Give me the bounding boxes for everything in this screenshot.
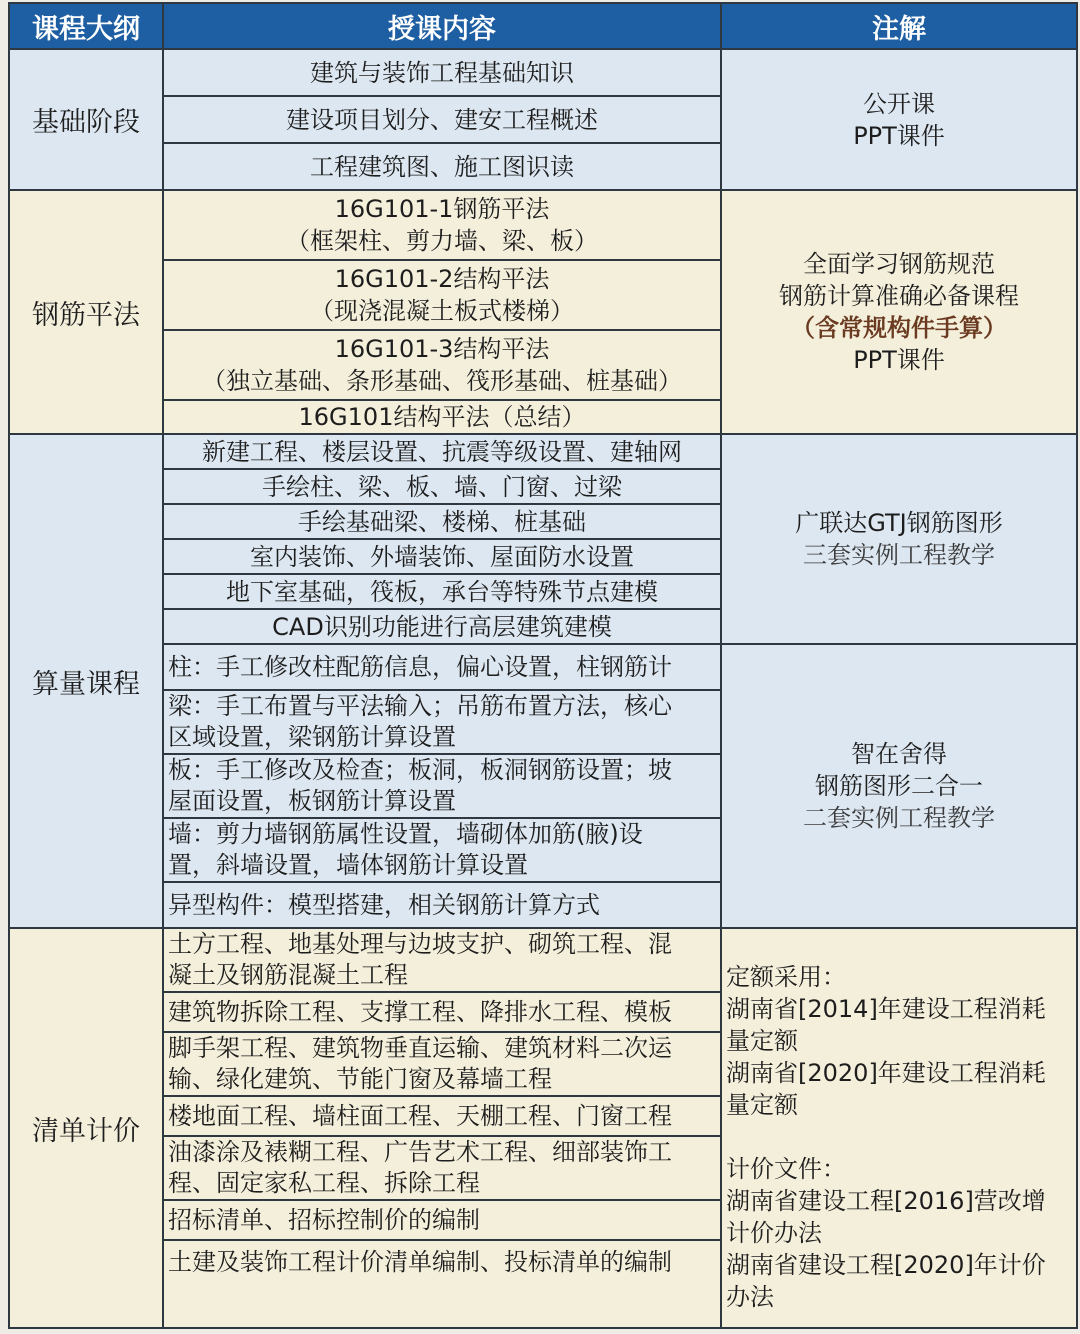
content-line: 油漆涂及裱糊工程、广告艺术工程、细部装饰工: [168, 1138, 672, 1166]
header-row: [9, 3, 1077, 49]
content-cell: 楼地面工程、墙柱面工程、天棚工程、门窗工程: [163, 1096, 721, 1136]
content-line: 输、绿化建筑、节能门窗及幕墙工程: [168, 1065, 552, 1093]
content-cell: 建设项目划分、建安工程概述: [163, 96, 721, 143]
content-cell: 地下室基础，筏板，承台等特殊节点建模: [163, 574, 721, 609]
content-cell: CAD识别功能进行高层建筑建模: [163, 609, 721, 644]
header-notes: 注解: [721, 3, 1077, 49]
table-row: [9, 190, 1077, 260]
note-line: 钢筋图形二合一: [815, 772, 983, 800]
header-content: 授课内容: [163, 3, 721, 49]
note-line: 三套实例工程教学: [803, 541, 995, 569]
table-row: [9, 49, 1077, 96]
stage-basic: 基础阶段: [9, 49, 163, 190]
note-line: 智在舍得: [851, 740, 947, 768]
content-cell: [163, 818, 721, 882]
content-line: （独立基础、条形基础、筏形基础、桩基础）: [202, 367, 682, 395]
content-cell: [163, 190, 721, 260]
content-line: （框架柱、剪力墙、梁、板）: [286, 227, 598, 255]
note-line: 量定额: [726, 1091, 798, 1119]
table-row: [9, 434, 1077, 469]
content-line: 16G101-3结构平法: [334, 335, 550, 363]
note-line: 钢筋计算准确必备课程: [779, 282, 1019, 310]
content-line: 置，斜墙设置，墙体钢筋计算设置: [168, 851, 528, 879]
stage-calc: 算量课程: [9, 434, 163, 928]
note-rebar: [721, 190, 1077, 434]
content-cell: [163, 1032, 721, 1096]
content-cell: 16G101结构平法（总结）: [163, 400, 721, 434]
table-row: [9, 644, 1077, 690]
table-row: [9, 928, 1077, 992]
content-cell: [163, 928, 721, 992]
content-line: 16G101-1钢筋平法: [334, 195, 550, 223]
note-pricing: [721, 928, 1077, 1328]
note-line: 公开课: [863, 89, 935, 118]
note-basic: [721, 49, 1077, 190]
content-cell: 新建工程、楼层设置、抗震等级设置、建轴网: [163, 434, 721, 469]
note-line-highlight: （含常规构件手算）: [791, 314, 1007, 342]
content-cell: [163, 644, 721, 690]
course-outline-table: [8, 2, 1078, 1329]
content-cell: [163, 1136, 721, 1200]
note-calc-gtj: [721, 434, 1077, 644]
note-line: PPT课件: [853, 121, 945, 150]
content-cell: 土建及装饰工程计价清单编制、投标清单的编制: [163, 1240, 721, 1328]
note-line: 湖南省建设工程[2020]年计价: [726, 1251, 1046, 1279]
note-line: 湖南省建设工程[2016]营改增: [726, 1187, 1046, 1215]
content-cell: 建筑与装饰工程基础知识: [163, 49, 721, 96]
content-line: 凝土及钢筋混凝土工程: [168, 961, 408, 989]
content-cell: 异型构件：模型搭建，相关钢筋计算方式: [163, 882, 721, 928]
note-line: 湖南省[2014]年建设工程消耗: [726, 995, 1046, 1023]
content-line: 脚手架工程、建筑物垂直运输、建筑材料二次运: [168, 1034, 672, 1062]
note-line: PPT课件: [853, 346, 945, 374]
note-line: 定额采用：: [726, 963, 846, 991]
note-line: 湖南省[2020]年建设工程消耗: [726, 1059, 1046, 1087]
stage-rebar: 钢筋平法: [9, 190, 163, 434]
content-cell: [163, 754, 721, 818]
note-line: 量定额: [726, 1027, 798, 1055]
note-line: 办法: [726, 1283, 774, 1311]
note-spacer: [726, 929, 1076, 961]
content-cell: 招标清单、招标控制价的编制: [163, 1200, 721, 1240]
stage-pricing: 清单计价: [9, 928, 163, 1328]
note-line: 二套实例工程教学: [803, 804, 995, 832]
content-cell: [163, 690, 721, 754]
content-cell: 手绘柱、梁、板、墙、门窗、过梁: [163, 469, 721, 504]
content-line: 墙：剪力墙钢筋属性设置，墙砌体加筋(腋)设: [168, 820, 643, 848]
content-cell: 工程建筑图、施工图识读: [163, 143, 721, 190]
note-line: 全面学习钢筋规范: [803, 250, 995, 278]
note-line: 广联达GTJ钢筋图形: [795, 509, 1003, 537]
header-outline: 课程大纲: [9, 3, 163, 49]
content-line: 屋面设置，板钢筋计算设置: [168, 787, 456, 815]
content-line: 梁：手工布置与平法输入；吊筋布置方法，核心: [168, 692, 672, 720]
note-calc-zhizai: [721, 644, 1077, 928]
content-line: 程、固定家私工程、拆除工程: [168, 1169, 480, 1197]
note-spacer: [726, 1121, 1076, 1153]
content-line: 土方工程、地基处理与边坡支护、砌筑工程、混: [168, 930, 672, 958]
content-line: 柱：手工修改柱配筋信息，偏心设置，柱钢筋计: [168, 652, 672, 681]
content-cell: 建筑物拆除工程、支撑工程、降排水工程、模板: [163, 992, 721, 1032]
note-line: 计价文件：: [726, 1155, 846, 1183]
content-line: 板：手工修改及检查；板洞，板洞钢筋设置；坡: [168, 756, 672, 784]
content-cell: [163, 330, 721, 400]
content-cell: 手绘基础梁、楼梯、桩基础: [163, 504, 721, 539]
content-cell: [163, 260, 721, 330]
content-line: 区域设置，梁钢筋计算设置: [168, 723, 456, 751]
content-line: 16G101-2结构平法: [334, 265, 550, 293]
content-line: （现浇混凝土板式楼梯）: [310, 297, 574, 325]
note-line: 计价办法: [726, 1219, 822, 1247]
content-cell: 室内装饰、外墙装饰、屋面防水设置: [163, 539, 721, 574]
